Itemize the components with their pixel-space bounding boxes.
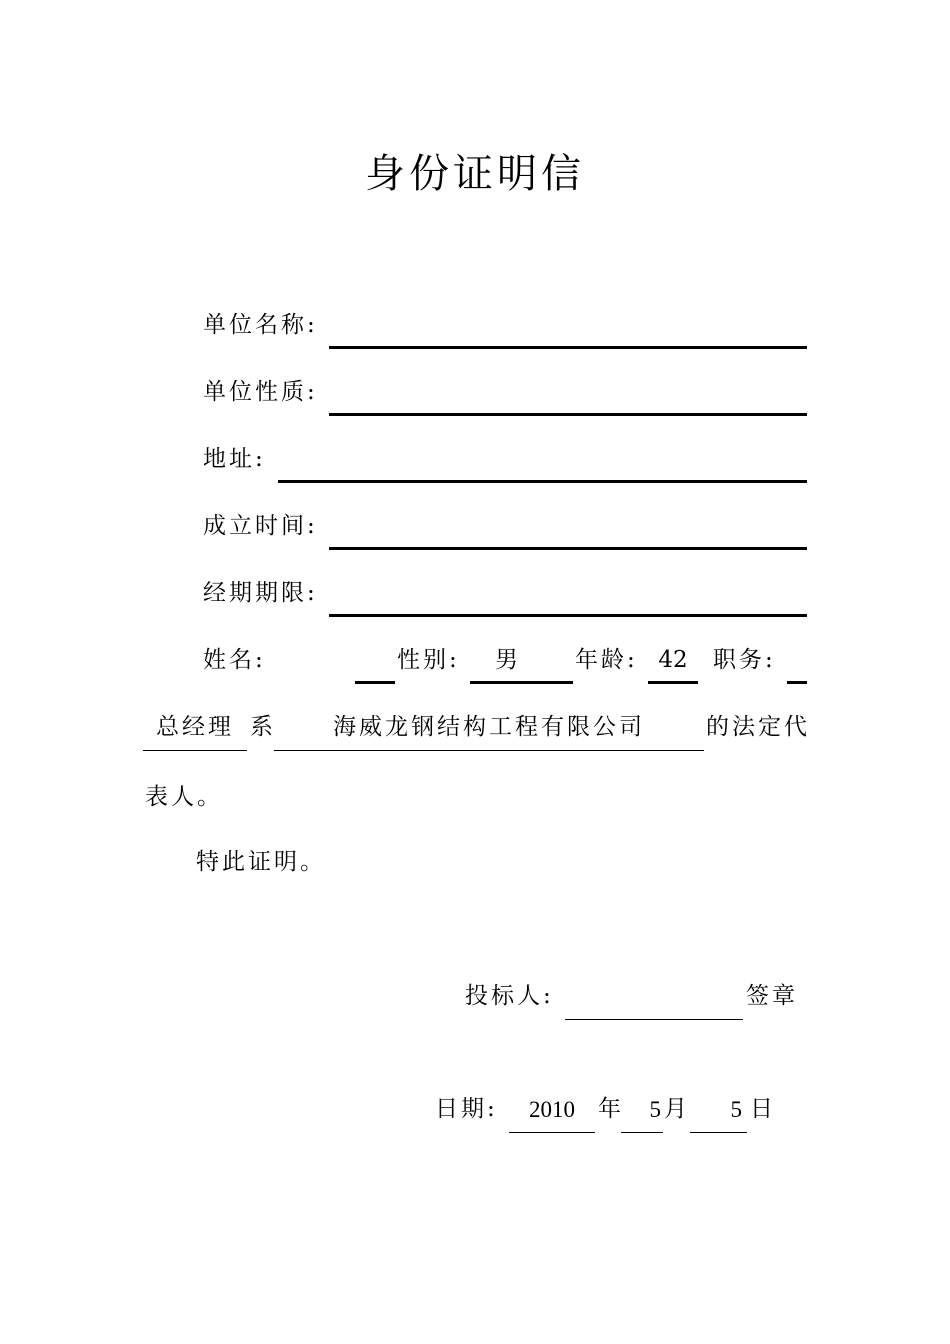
bidder-label: 投标人: bbox=[465, 983, 554, 1009]
date-day-value: 5 bbox=[730, 1097, 742, 1122]
address-label: 地址: bbox=[203, 446, 266, 472]
age-field[interactable] bbox=[648, 681, 698, 684]
certify-text: 特此证明。 bbox=[196, 849, 326, 875]
legal-rep-text-1: 的法定代 bbox=[706, 714, 810, 740]
date-day-unit: 日 bbox=[750, 1096, 776, 1122]
legal-rep-text-2: 表人。 bbox=[145, 784, 223, 810]
term-label: 经期期限: bbox=[203, 580, 318, 606]
position-field[interactable] bbox=[143, 750, 247, 751]
date-day-field[interactable] bbox=[690, 1132, 747, 1133]
gender-value: 男 bbox=[495, 647, 521, 673]
date-month-field[interactable] bbox=[621, 1132, 663, 1133]
company-field[interactable] bbox=[274, 750, 704, 751]
age-label: 年龄: bbox=[575, 647, 638, 673]
date-year-field[interactable] bbox=[509, 1132, 595, 1133]
term-field[interactable] bbox=[329, 614, 807, 617]
name-field[interactable] bbox=[355, 681, 395, 684]
unit-nature-label: 单位性质: bbox=[203, 379, 318, 405]
date-month-value: 5 bbox=[649, 1097, 661, 1122]
unit-nature-field[interactable] bbox=[329, 413, 807, 416]
address-field[interactable] bbox=[278, 480, 807, 483]
date-year-value: 2010 bbox=[529, 1097, 575, 1122]
date-year-unit: 年 bbox=[598, 1096, 624, 1122]
document-title: 身份证明信 bbox=[365, 151, 585, 197]
position-label: 职务: bbox=[713, 647, 776, 673]
seal-label: 签章 bbox=[746, 983, 798, 1009]
unit-name-label: 单位名称: bbox=[203, 312, 318, 338]
name-label: 姓名: bbox=[203, 647, 266, 673]
of-text: 系 bbox=[250, 714, 276, 740]
company-value: 海威龙钢结构工程有限公司 bbox=[333, 714, 645, 740]
age-value: 42 bbox=[658, 647, 688, 673]
date-label: 日期: bbox=[435, 1096, 498, 1122]
date-month-unit: 月 bbox=[664, 1096, 690, 1122]
position-field-start[interactable] bbox=[787, 681, 807, 684]
established-field[interactable] bbox=[329, 547, 807, 550]
bidder-signature-field[interactable] bbox=[565, 1019, 743, 1020]
established-label: 成立时间: bbox=[203, 513, 318, 539]
gender-field[interactable] bbox=[470, 681, 573, 684]
unit-name-field[interactable] bbox=[329, 346, 807, 349]
position-value: 总经理 bbox=[156, 714, 234, 740]
gender-label: 性别: bbox=[397, 647, 460, 673]
